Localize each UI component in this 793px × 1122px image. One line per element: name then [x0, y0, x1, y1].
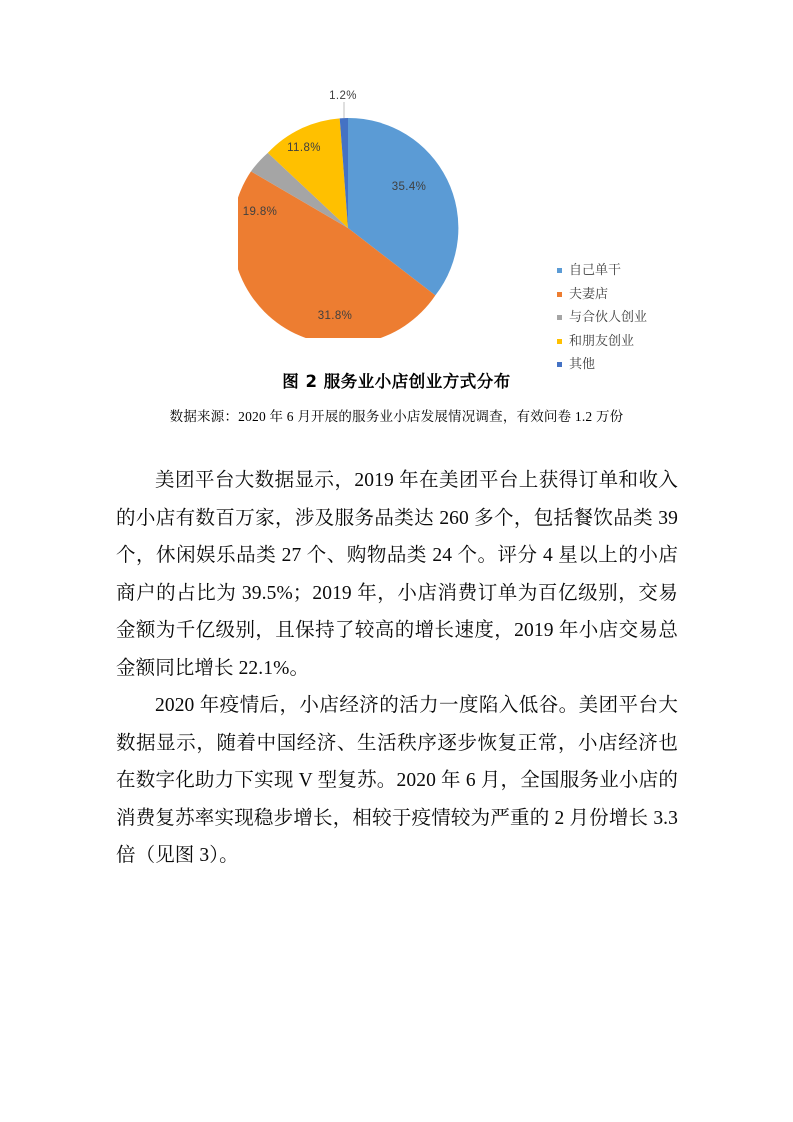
chart-legend [557, 259, 707, 377]
figure-2-chart-area [0, 88, 793, 373]
legend-swatch-icon [557, 315, 562, 320]
pie-label-couple-store: 31.8% [317, 310, 353, 322]
legend-label: 夫妻店 [569, 286, 609, 302]
legend-swatch-icon [557, 339, 562, 344]
paragraph-2: 2020 年疫情后，小店经济的活力一度陷入低谷。美团平台大数据显示，随着中国经济、生活秩序逐步恢复正常，小店经济也在数字化助力下实现 V 型复苏。2020 年 6 月，全国服务业小店的消费复苏率实现稳步增长，相较于疫情较为严重的 2 月份增长 3.3 倍（见图 3）。 [116, 695, 678, 866]
pie-slices [238, 118, 458, 338]
pie-label-with-partner: 19.8% [242, 206, 278, 218]
legend-swatch-icon [557, 268, 562, 273]
legend-swatch-icon [557, 362, 562, 367]
legend-label: 和朋友创业 [569, 333, 635, 349]
pie-label-self-employed: 35.4% [391, 181, 427, 193]
legend-label: 自己单干 [569, 263, 622, 279]
legend-label: 其他 [569, 357, 596, 373]
figure-caption: 图 2 服务业小店创业方式分布 [282, 372, 511, 391]
legend-item-with-friends[interactable] [557, 330, 707, 354]
legend-item-with-partner[interactable] [557, 306, 707, 330]
body-text-block [116, 462, 678, 875]
pie-chart-svg [238, 88, 478, 338]
paragraph-1: 美团平台大数据显示，2019 年在美团平台上获得订单和收入的小店有数百万家，涉及服务品类达 260 多个，包括餐饮品类 39 个，休闲娱乐品类 27 个、购物品类 24 个。评分 4 星以上的小店商户的占比为 39.5%；2019 年，小店消费订单为百亿级别，交易金额为千亿级别，且保持了较高的增长速度，2019 年小店交易总金额同比增长 22.1%。 [116, 470, 678, 679]
figure-source-note: 数据来源：2020 年 6 月开展的服务业小店发展情况调查，有效问卷 1.2 万份 [169, 409, 624, 424]
pie-label-with-friends: 11.8% [287, 142, 321, 154]
legend-item-self-employed[interactable] [557, 259, 707, 283]
legend-label: 与合伙人创业 [569, 310, 648, 326]
pie-label-other: 1.2% [329, 90, 357, 102]
legend-item-couple-store[interactable] [557, 283, 707, 307]
pie-chart [238, 88, 478, 338]
legend-swatch-icon [557, 292, 562, 297]
